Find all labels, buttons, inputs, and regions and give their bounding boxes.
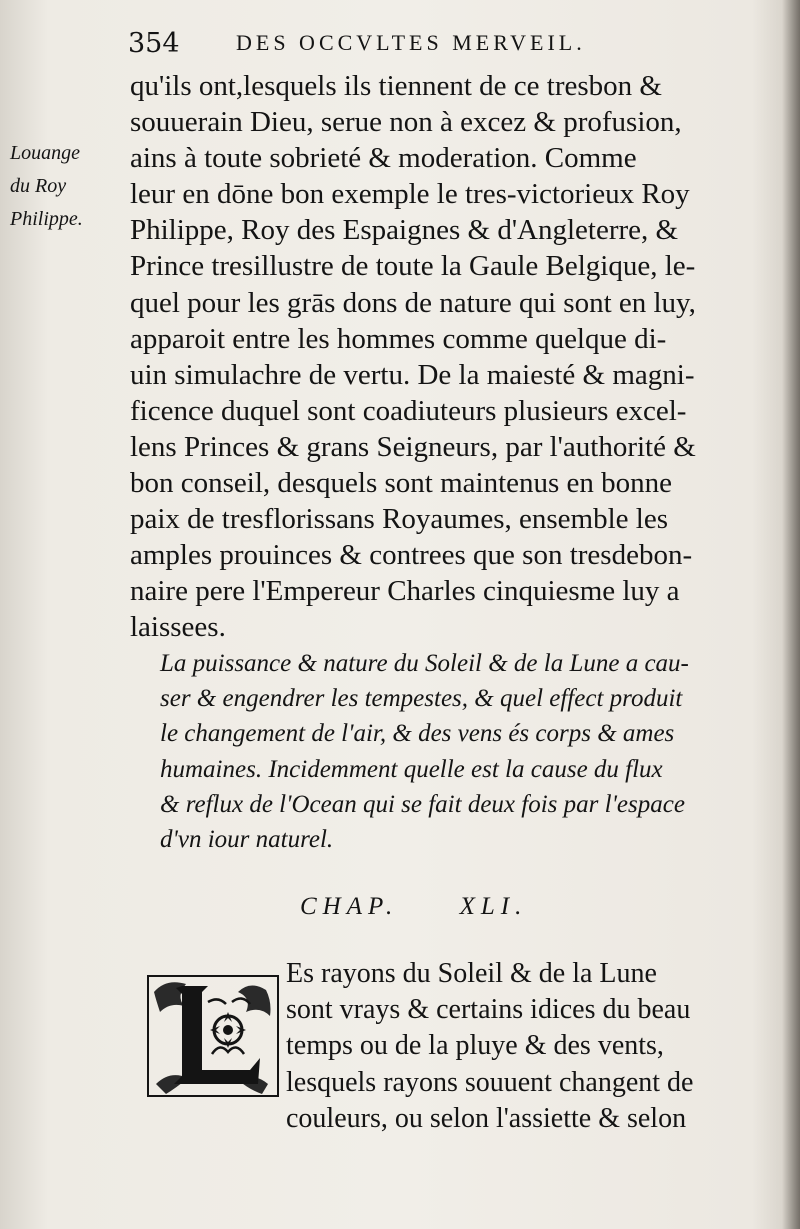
- margin-note-line: du Roy: [10, 175, 67, 197]
- text-line: quel pour les grās dons de nature qui sont en luy,: [130, 286, 696, 319]
- text-line: ficence duquel sont coadiuteurs plusieurs excel-: [130, 394, 687, 427]
- text-line: Prince tresillustre de toute la Gaule Belgique, le-: [130, 250, 696, 283]
- summary-line: humaines. Incidemment quelle est la cause du flux: [160, 755, 663, 783]
- text-line: naire pere l'Empereur Charles cinquiesme luy a: [130, 575, 680, 608]
- text-line: ains à toute sobrieté & moderation. Comme: [130, 142, 637, 175]
- page-header: [128, 28, 748, 64]
- text-line: laissees.: [130, 611, 226, 644]
- text-line: lens Princes & grans Seigneurs, par l'authorité &: [130, 430, 696, 463]
- chapter-label: CHAP.: [300, 893, 399, 920]
- text-line: Es rayons du Soleil & de la Lune: [286, 958, 657, 989]
- summary-line: La puissance & nature du Soleil & de la Lune a cau-: [160, 650, 689, 677]
- text-line: temps ou de la pluye & des vents,: [286, 1030, 664, 1062]
- text-line: amples prouinces & contrees que son tresdebon-: [130, 539, 693, 572]
- text-line: souuerain Dieu, serue non à excez & profusion,: [130, 106, 682, 139]
- text-line: uin simulachre de vertu. De la maiesté & magni-: [130, 358, 695, 391]
- text-line: qu'ils ont,lesquels ils tiennent de ce tresbon &: [130, 70, 662, 102]
- text-line: apparoit entre les hommes comme quelque di-: [130, 322, 667, 355]
- text-line: paix de tresflorissans Royaumes, ensemble les: [130, 503, 668, 536]
- chapter-summary: [160, 646, 740, 857]
- text-line: lesquels rayons souuent changent de: [286, 1066, 694, 1098]
- margin-note: [10, 137, 122, 236]
- running-title: DES OCCVLTES MERVEIL.: [236, 30, 586, 55]
- text-line: bon conseil, desquels sont maintenus en bonne: [130, 467, 673, 500]
- page-number: 354: [128, 28, 180, 59]
- summary-line: d'vn iour naturel.: [160, 826, 334, 854]
- text-line: leur en dōne bon exemple le tres-victorieux Roy: [130, 178, 690, 211]
- decorated-initial-L-icon: [146, 972, 282, 1100]
- summary-line: & reflux de l'Ocean qui se fait deux fois par l'espace: [160, 790, 685, 818]
- chapter-opening-text: [286, 956, 746, 1137]
- margin-note-line: Philippe.: [10, 208, 83, 230]
- body-paragraph: [130, 68, 740, 646]
- text-line: Philippe, Roy des Espaignes & d'Angleterre, &: [130, 214, 679, 247]
- summary-line: le changement de l'air, & des vens és corps & ames: [160, 720, 675, 748]
- chapter-number: XLI.: [459, 893, 528, 920]
- page-spine-shadow: [782, 0, 800, 1229]
- chapter-heading: [300, 893, 600, 921]
- text-line: couleurs, ou selon l'assiette & selon: [286, 1102, 687, 1134]
- text-line: sont vrays & certains idices du beau: [286, 994, 691, 1026]
- summary-line: ser & engendrer les tempestes, & quel effect produit: [160, 685, 683, 713]
- margin-note-line: Louange: [10, 142, 80, 164]
